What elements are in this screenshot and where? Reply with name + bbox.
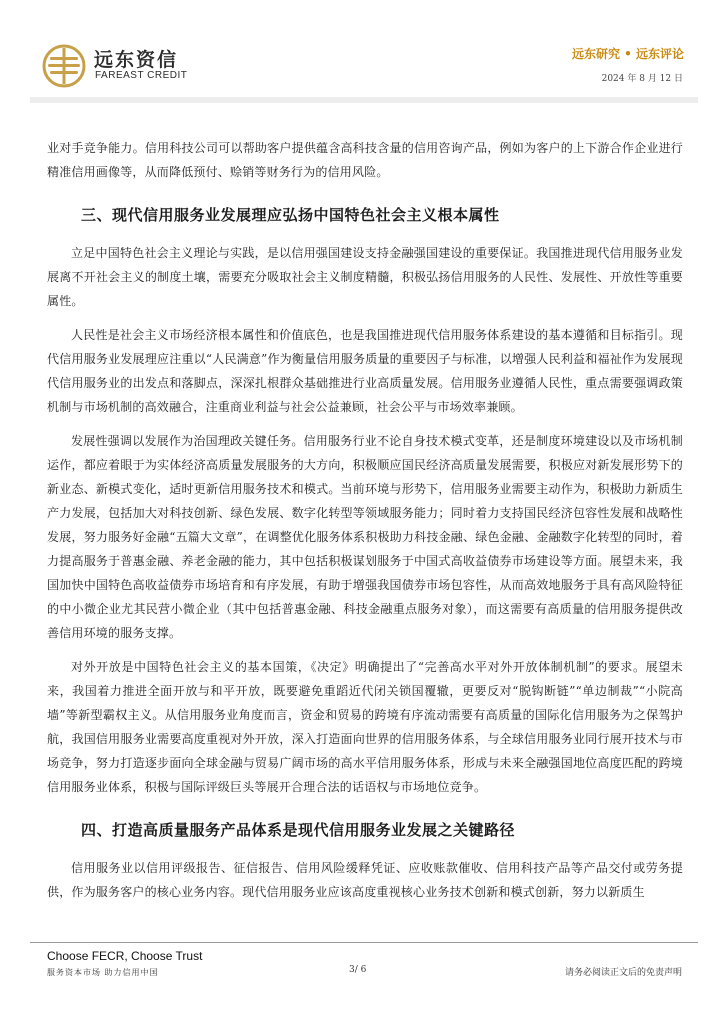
- disclaimer-note: 请务必阅读正文后的免责声明: [564, 968, 682, 978]
- report-date: 2024 年 8 月 12 日: [601, 74, 683, 84]
- section-3-paragraph-3: 发展性强调以发展作为治国理政关键任务。信用服务行业不论自身技术模式变革，还是制度环境建设以及市场机制运作，都应着眼于为实体经济高质量发展服务的大方向，积极顺应国民经济高质量发展需要，积极应对新发展形势下的新业态、新模式变化，适时更新信用服务技术和模式。当前环境与形势下，信用服务业需要主动作为，积极助力新质生产力发展，包括加大对科技创新、绿色发展、数字化转型等领域服务能力；同时着力支持国民经济包容性发展和战略性发展，努力服务好金融“五篇大文章”，在调整优化服务体系积极助力科技金融、绿色金融、金融数字化转型的同时，着力提高服务于普惠金融、养老金融的能力，其中包括积极谋划服务于中国式高收益债券市场建设等方面。展望未来，我国加快中国特色高收益债券市场培育和有序发展，有助于增强我国债券市场包容性，从而高效地服务于具有高风险特征的中小微企业尤其民营小微企业（其中包括普惠金融、科技金融重点服务对象），而这需要有高质量的信用服务提供改善信用环境的服务支撑。: [47, 434, 683, 640]
- section-4-paragraph-1: 信用服务业以信用评级报告、征信报告、信用风险缓释凭证、应收账款催收、信用科技产品等产品交付或劳务提供，作为服务客户的核心业务内容。现代信用服务业应该高度重视核心业务技术创新和模式创新，努力以新质生: [47, 861, 683, 899]
- logo-english-name: FAREAST CREDIT: [95, 70, 188, 81]
- footer-slogan: Choose FECR, Choose Trust: [47, 949, 203, 963]
- paragraph-continuation: 业对手竞争能力。信用科技公司可以帮助客户提供蕴含高科技含量的信用咨询产品，例如为客户的上下游合作企业进行精准信用画像等，从而降低预付、赊销等财务行为的信用风险。: [47, 141, 683, 179]
- header-divider: [30, 97, 698, 103]
- footer-subtitle: 服务资本市场 助力信用中国: [47, 968, 159, 977]
- logo-chinese-name: 远东资信: [94, 49, 179, 71]
- section-3-paragraph-1: 立足中国特色社会主义理论与实践，是以信用强国建设支持金融强国建设的重要保证。我国推进现代信用服务业发展离不开社会主义的制度土壤，需要充分吸取社会主义制度精髓，积极弘扬信用服务的人民性、发展性、开放性等重要属性。: [47, 246, 683, 308]
- document-body: [47, 136, 683, 914]
- footer-divider: [30, 942, 698, 943]
- section-4-heading: 四、打造高质量服务产品体系是现代信用服务业发展之关键路径: [81, 821, 516, 839]
- section-3-paragraph-4: 对外开放是中国特色社会主义的基本国策，《决定》明确提出了“完善高水平对外开放体制机制”的要求。展望未来，我国着力推进全面开放与和平开放，既要避免重蹈近代闭关锁国覆辙，更要反对“脱钩断链”“单边制裁”“小院高墙”等新型霸权主义。从信用服务业角度而言，资金和贸易的跨境有序流动需要有高质量的国际化信用服务为之保驾护航，我国信用服务业需要高度重视对外开放，深入打造面向世界的信用服务体系，与全球信用服务业同行展开技术与市场竞争，努力打造逐步面向全球金融与贸易广阔市场的高水平信用服务体系，形成与未来全融强国地位高度匹配的跨境信用服务业体系，积极与国际评级巨头等展开合理合法的话语权与市场地位竞争。: [47, 660, 683, 794]
- section-3-paragraph-2: 人民性是社会主义市场经济根本属性和价值底色，也是我国推进现代信用服务体系建设的基本遵循和目标指引。现代信用服务业发展理应注重以“人民满意”作为衡量信用服务质量的重要因子与标准，以增强人民利益和福祉作为发展现代信用服务业的出发点和落脚点，深深扎根群众基础推进行业高质量发展。信用服务业遵循人民性，重点需要强调政策机制与市场机制的高效融合，注重商业利益与社会公益兼顾，社会公平与市场效率兼顾。: [47, 328, 683, 414]
- page-header: [0, 0, 724, 104]
- report-series-tag: 远东研究 • 远东评论: [571, 47, 684, 61]
- section-3-heading: 三、现代信用服务业发展理应弘扬中国特色社会主义根本属性: [81, 206, 500, 224]
- page-number: 3/ 6: [349, 965, 367, 975]
- fareast-credit-logo-icon: [42, 44, 86, 88]
